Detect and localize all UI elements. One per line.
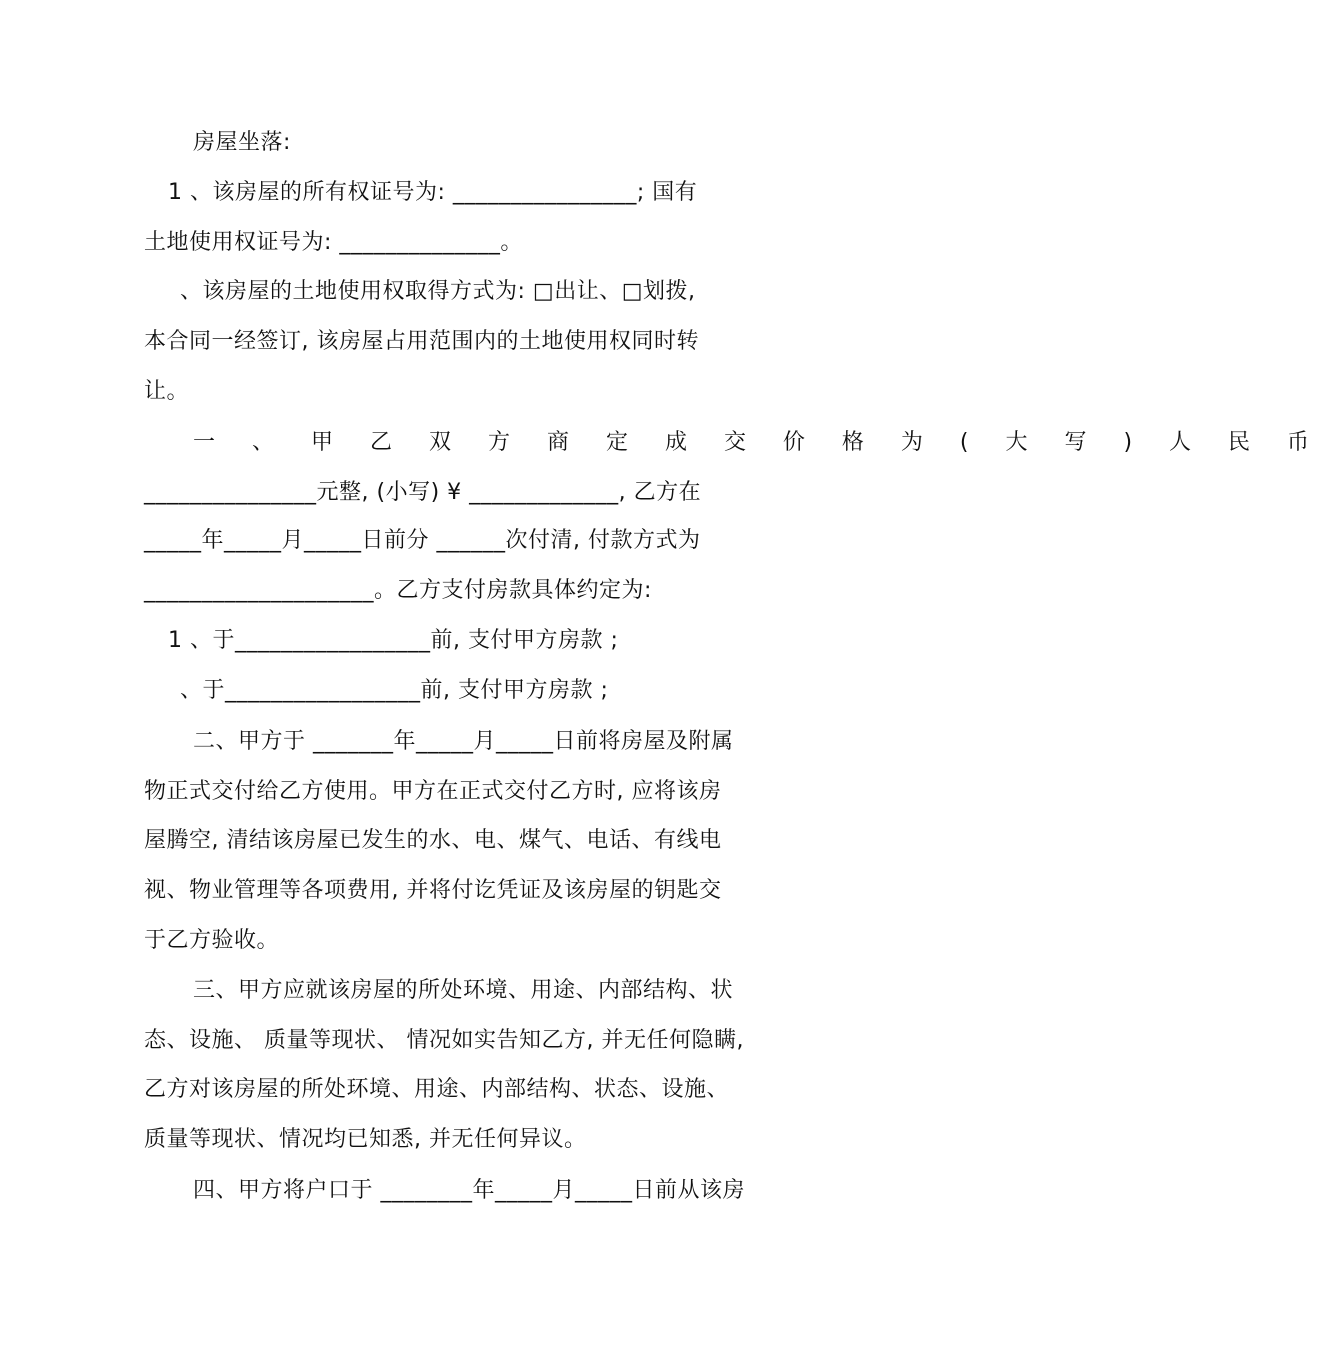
text-line-delivery-5: 于乙方验收。 — [144, 928, 280, 953]
text-line-disclosure-clause: 三、甲方应就该房屋的所处环境、用途、内部结构、状 — [193, 978, 734, 1003]
text-line-payment-2: 、于_________________前, 支付甲方房款 ; — [180, 678, 609, 703]
text-line-land-transfer-end: 让。 — [144, 379, 190, 404]
text-line-payment-1: 1 、于_________________前, 支付甲方房款 ; — [168, 628, 619, 653]
text-line-delivery-2: 物正式交付给乙方使用。甲方在正式交付乙方时, 应将该房 — [144, 779, 722, 804]
text-line-land-cert: 土地使用权证号为: ______________。 — [144, 230, 523, 255]
text-line-ownership-cert: 1 、该房屋的所有权证号为: ________________; 国有 — [168, 180, 698, 205]
text-line-price-clause: 一 、 甲 乙 双 方 商 定 成 交 价 格 为 ( 大 写 ) 人 民 币 — [193, 430, 1324, 455]
text-line-land-transfer: 本合同一经签订, 该房屋占用范围内的土地使用权同时转 — [144, 329, 699, 354]
text-line-disclosure-3: 乙方对该房屋的所处环境、用途、内部结构、状态、设施、 — [144, 1077, 730, 1102]
text-line-land-acquisition: 、该房屋的土地使用权取得方式为: □出让、□划拨, — [180, 279, 696, 304]
text-line-disclosure-4: 质量等现状、情况均已知悉, 并无任何异议。 — [144, 1127, 587, 1152]
text-line-delivery-3: 屋腾空, 清结该房屋已发生的水、电、煤气、电话、有线电 — [144, 828, 722, 853]
text-line-payment-terms: ____________________。乙方支付房款具体约定为: — [144, 578, 652, 603]
text-line-delivery-clause: 二、甲方于 _______年_____月_____日前将房屋及附属 — [193, 729, 734, 754]
text-line-price-amount: _______________元整, (小写) ¥ _____________, 乙方在 — [144, 480, 702, 505]
text-line-property-location: 房屋坐落: — [193, 130, 291, 155]
text-line-delivery-4: 视、物业管理等各项费用, 并将付讫凭证及该房屋的钥匙交 — [144, 878, 722, 903]
text-line-household-clause: 四、甲方将户口于 ________年_____月_____日前从该房 — [193, 1178, 745, 1203]
text-line-payment-date: _____年_____月_____日前分 ______次付清, 付款方式为 — [144, 528, 701, 553]
text-line-disclosure-2: 态、设施、 质量等现状、 情况如实告知乙方, 并无任何隐瞒, — [144, 1028, 744, 1053]
